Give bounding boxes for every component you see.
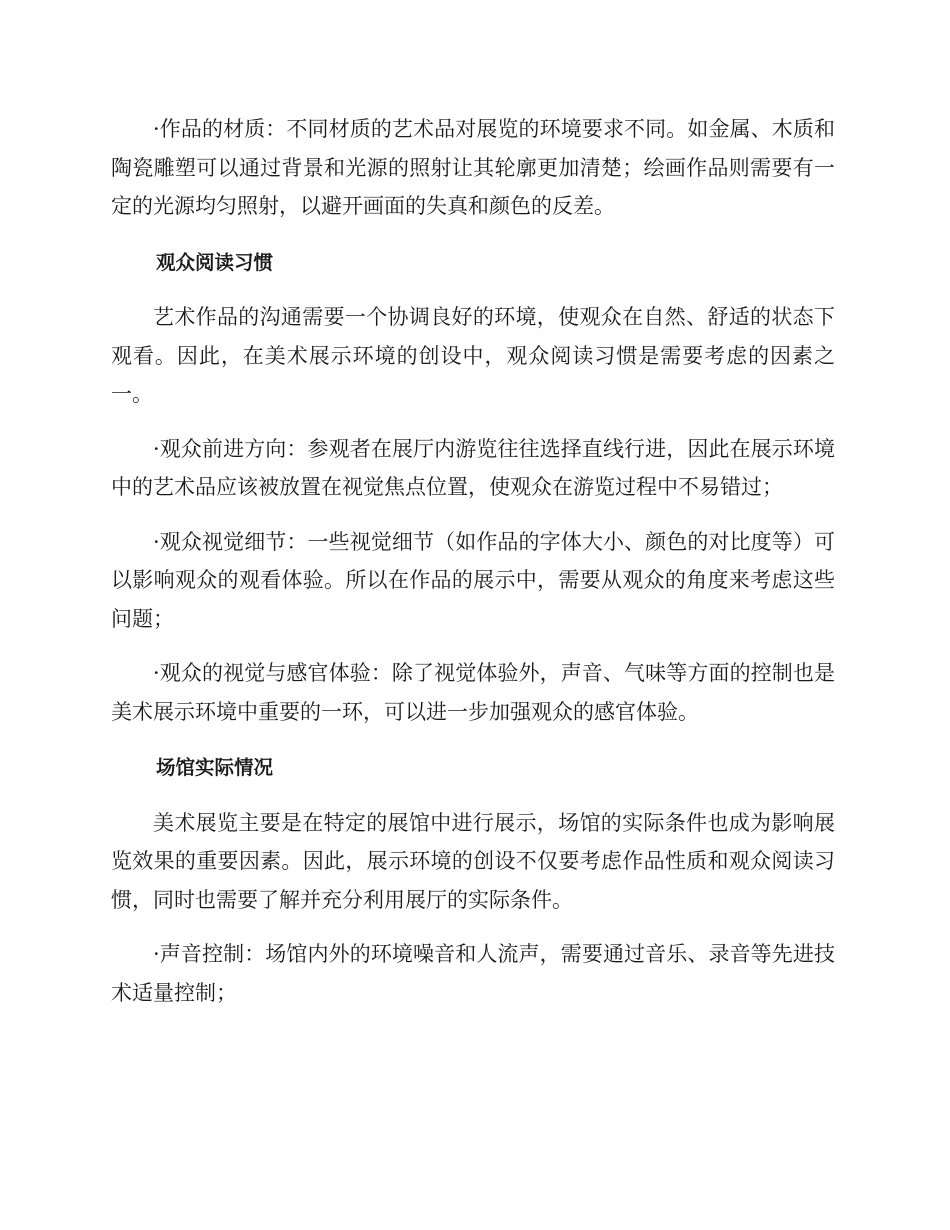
bullet-visual-details: ·观众视觉细节：一些视觉细节（如作品的字体大小、颜色的对比度等）可以影响观众的观看体验。所以在作品的展示中，需要从观众的角度来考虑这些问题； bbox=[111, 529, 835, 631]
section-heading-audience-reading-habits: 观众阅读习惯 bbox=[156, 250, 274, 274]
bullet-material: ·作品的材质：不同材质的艺术品对展览的环境要求不同。如金属、木质和陶瓷雕塑可以通过背景和光源的照射让其轮廓更加清楚；绘画作品则需要有一定的光源均匀照射，以避开画面的失真和颜色的反差。 bbox=[111, 117, 835, 218]
bullet-sensory-experience: ·观众的视觉与感官体验：除了视觉体验外，声音、气味等方面的控制也是美术展示环境中重要的一环，可以进一步加强观众的感官体验。 bbox=[111, 661, 835, 724]
bullet-sound-control: ·声音控制：场馆内外的环境噪音和人流声，需要通过音乐、录音等先进技术适量控制； bbox=[111, 942, 835, 1005]
paragraph-venue-intro: 美术展览主要是在特定的展馆中进行展示，场馆的实际条件也成为影响展览效果的重要因素。因此，展示环境的创设不仅要考虑作品性质和观众阅读习惯，同时也需要了解并充分利用展厅的实际条件。 bbox=[111, 810, 835, 912]
document-body bbox=[111, 110, 835, 1012]
paragraph-audience-intro: 艺术作品的沟通需要一个协调良好的环境，使观众在自然、舒适的状态下观看。因此，在美术展示环境的创设中，观众阅读习惯是需要考虑的因素之一。 bbox=[111, 305, 835, 406]
section-heading-venue-conditions: 场馆实际情况 bbox=[156, 756, 274, 779]
bullet-audience-direction: ·观众前进方向：参观者在展厅内游览往往选择直线行进，因此在展示环境中的艺术品应该被放置在视觉焦点位置，使观众在游览过程中不易错过； bbox=[111, 436, 835, 499]
